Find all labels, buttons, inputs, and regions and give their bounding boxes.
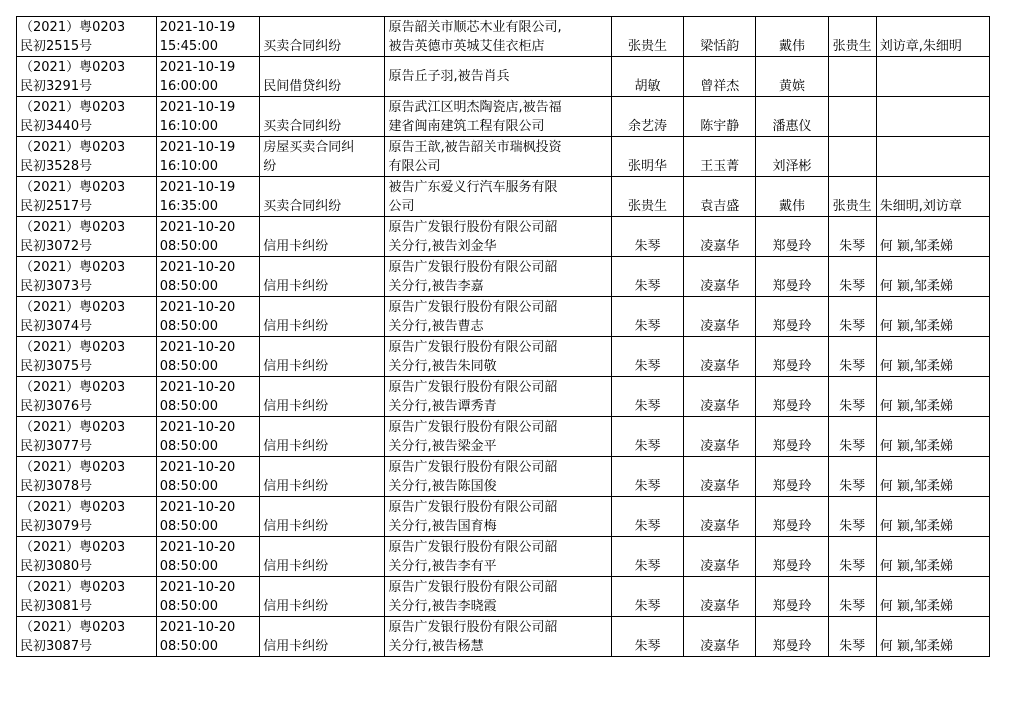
panel-member-cell: 刘泽彬 — [756, 137, 828, 177]
parties-cell: 原告广发银行股份有限公司韶 关分行,被告杨慧 — [385, 617, 611, 657]
table-row — [17, 377, 990, 417]
hearing-time-cell: 2021-10-19 16:10:00 — [156, 137, 260, 177]
case-cause-cell: 信用卡纠纷 — [260, 337, 385, 377]
hearing-time-cell: 2021-10-20 08:50:00 — [156, 377, 260, 417]
panel-member-cell: 郑曼玲 — [756, 217, 828, 257]
other-participants-cell: 何 颖,邹柔娣 — [876, 257, 989, 297]
parties-cell: 原告武江区明杰陶瓷店,被告福 建省闽南建筑工程有限公司 — [385, 97, 611, 137]
case-cause-cell: 信用卡纠纷 — [260, 537, 385, 577]
presiding-judge-cell: 朱琴 — [611, 577, 683, 617]
table-row — [17, 497, 990, 537]
panel-member-cell: 凌嘉华 — [684, 217, 756, 257]
panel-member-cell: 凌嘉华 — [684, 537, 756, 577]
other-participants-cell: 何 颖,邹柔娣 — [876, 497, 989, 537]
clerk-cell — [828, 57, 876, 97]
clerk-cell: 朱琴 — [828, 377, 876, 417]
panel-member-cell: 潘惠仪 — [756, 97, 828, 137]
panel-member-cell: 戴伟 — [756, 177, 828, 217]
parties-cell: 原告广发银行股份有限公司韶 关分行,被告刘金华 — [385, 217, 611, 257]
hearing-time-cell: 2021-10-20 08:50:00 — [156, 617, 260, 657]
table-row — [17, 177, 990, 217]
clerk-cell: 朱琴 — [828, 617, 876, 657]
case-cause-cell: 信用卡纠纷 — [260, 257, 385, 297]
clerk-cell: 朱琴 — [828, 337, 876, 377]
parties-cell: 原告广发银行股份有限公司韶 关分行,被告陈国俊 — [385, 457, 611, 497]
case-number-cell: （2021）粤0203 民初3072号 — [17, 217, 157, 257]
case-number-cell: （2021）粤0203 民初3075号 — [17, 337, 157, 377]
parties-cell: 原告广发银行股份有限公司韶 关分行,被告国育梅 — [385, 497, 611, 537]
panel-member-cell: 曾祥杰 — [684, 57, 756, 97]
presiding-judge-cell: 张明华 — [611, 137, 683, 177]
case-number-cell: （2021）粤0203 民初3528号 — [17, 137, 157, 177]
parties-cell: 原告王歆,被告韶关市瑞枫投资 有限公司 — [385, 137, 611, 177]
table-row — [17, 537, 990, 577]
panel-member-cell: 戴伟 — [756, 17, 828, 57]
table-row — [17, 137, 990, 177]
case-number-cell: （2021）粤0203 民初3073号 — [17, 257, 157, 297]
parties-cell: 原告广发银行股份有限公司韶 关分行,被告李晓霞 — [385, 577, 611, 617]
parties-cell: 原告丘子羽,被告肖兵 — [385, 57, 611, 97]
table-body — [17, 17, 990, 657]
presiding-judge-cell: 朱琴 — [611, 217, 683, 257]
panel-member-cell: 郑曼玲 — [756, 617, 828, 657]
panel-member-cell: 黄嫔 — [756, 57, 828, 97]
panel-member-cell: 凌嘉华 — [684, 617, 756, 657]
table-row — [17, 417, 990, 457]
hearing-time-cell: 2021-10-20 08:50:00 — [156, 297, 260, 337]
other-participants-cell: 何 颖,邹柔娣 — [876, 457, 989, 497]
case-cause-cell: 信用卡纠纷 — [260, 217, 385, 257]
case-number-cell: （2021）粤0203 民初3440号 — [17, 97, 157, 137]
hearing-time-cell: 2021-10-19 16:10:00 — [156, 97, 260, 137]
parties-cell: 原告广发银行股份有限公司韶 关分行,被告朱同敬 — [385, 337, 611, 377]
presiding-judge-cell: 张贵生 — [611, 17, 683, 57]
case-number-cell: （2021）粤0203 民初3076号 — [17, 377, 157, 417]
case-cause-cell: 民间借贷纠纷 — [260, 57, 385, 97]
hearing-time-cell: 2021-10-19 15:45:00 — [156, 17, 260, 57]
clerk-cell: 朱琴 — [828, 537, 876, 577]
case-number-cell: （2021）粤0203 民初3081号 — [17, 577, 157, 617]
table-row — [17, 337, 990, 377]
table-row — [17, 457, 990, 497]
table-row — [17, 97, 990, 137]
other-participants-cell: 何 颖,邹柔娣 — [876, 617, 989, 657]
presiding-judge-cell: 朱琴 — [611, 257, 683, 297]
case-number-cell: （2021）粤0203 民初3087号 — [17, 617, 157, 657]
parties-cell: 原告广发银行股份有限公司韶 关分行,被告梁金平 — [385, 417, 611, 457]
presiding-judge-cell: 朱琴 — [611, 377, 683, 417]
case-number-cell: （2021）粤0203 民初3077号 — [17, 417, 157, 457]
case-cause-cell: 房屋买卖合同纠 纷 — [260, 137, 385, 177]
case-cause-cell: 买卖合同纠纷 — [260, 177, 385, 217]
case-number-cell: （2021）粤0203 民初3074号 — [17, 297, 157, 337]
panel-member-cell: 郑曼玲 — [756, 297, 828, 337]
panel-member-cell: 郑曼玲 — [756, 337, 828, 377]
other-participants-cell — [876, 97, 989, 137]
case-cause-cell: 买卖合同纠纷 — [260, 97, 385, 137]
clerk-cell: 张贵生 — [828, 177, 876, 217]
hearing-time-cell: 2021-10-20 08:50:00 — [156, 497, 260, 537]
presiding-judge-cell: 朱琴 — [611, 297, 683, 337]
table-row — [17, 17, 990, 57]
clerk-cell: 朱琴 — [828, 417, 876, 457]
table-row — [17, 217, 990, 257]
case-cause-cell: 信用卡纠纷 — [260, 297, 385, 337]
other-participants-cell — [876, 137, 989, 177]
other-participants-cell: 刘访章,朱细明 — [876, 17, 989, 57]
panel-member-cell: 郑曼玲 — [756, 457, 828, 497]
panel-member-cell: 梁恬韵 — [684, 17, 756, 57]
clerk-cell — [828, 137, 876, 177]
clerk-cell: 朱琴 — [828, 457, 876, 497]
parties-cell: 原告广发银行股份有限公司韶 关分行,被告曹志 — [385, 297, 611, 337]
table-row — [17, 617, 990, 657]
parties-cell: 原告广发银行股份有限公司韶 关分行,被告李有平 — [385, 537, 611, 577]
parties-cell: 被告广东爱义行汽车服务有限 公司 — [385, 177, 611, 217]
hearing-time-cell: 2021-10-20 08:50:00 — [156, 217, 260, 257]
panel-member-cell: 凌嘉华 — [684, 297, 756, 337]
case-cause-cell: 信用卡纠纷 — [260, 577, 385, 617]
panel-member-cell: 凌嘉华 — [684, 497, 756, 537]
case-cause-cell: 信用卡纠纷 — [260, 457, 385, 497]
presiding-judge-cell: 张贵生 — [611, 177, 683, 217]
presiding-judge-cell: 朱琴 — [611, 417, 683, 457]
case-cause-cell: 信用卡纠纷 — [260, 617, 385, 657]
panel-member-cell: 凌嘉华 — [684, 457, 756, 497]
case-number-cell: （2021）粤0203 民初3078号 — [17, 457, 157, 497]
panel-member-cell: 凌嘉华 — [684, 577, 756, 617]
table-row — [17, 577, 990, 617]
clerk-cell — [828, 97, 876, 137]
presiding-judge-cell: 朱琴 — [611, 617, 683, 657]
other-participants-cell: 何 颖,邹柔娣 — [876, 217, 989, 257]
other-participants-cell: 何 颖,邹柔娣 — [876, 537, 989, 577]
case-cause-cell: 买卖合同纠纷 — [260, 17, 385, 57]
clerk-cell: 朱琴 — [828, 217, 876, 257]
panel-member-cell: 郑曼玲 — [756, 257, 828, 297]
case-cause-cell: 信用卡纠纷 — [260, 417, 385, 457]
case-number-cell: （2021）粤0203 民初3079号 — [17, 497, 157, 537]
panel-member-cell: 郑曼玲 — [756, 577, 828, 617]
presiding-judge-cell: 余艺涛 — [611, 97, 683, 137]
panel-member-cell: 凌嘉华 — [684, 377, 756, 417]
hearing-time-cell: 2021-10-20 08:50:00 — [156, 337, 260, 377]
panel-member-cell: 陈宇静 — [684, 97, 756, 137]
panel-member-cell: 凌嘉华 — [684, 257, 756, 297]
hearing-time-cell: 2021-10-20 08:50:00 — [156, 257, 260, 297]
panel-member-cell: 凌嘉华 — [684, 337, 756, 377]
other-participants-cell: 何 颖,邹柔娣 — [876, 297, 989, 337]
table-row — [17, 297, 990, 337]
panel-member-cell: 郑曼玲 — [756, 537, 828, 577]
panel-member-cell: 郑曼玲 — [756, 377, 828, 417]
presiding-judge-cell: 胡敏 — [611, 57, 683, 97]
hearing-time-cell: 2021-10-19 16:00:00 — [156, 57, 260, 97]
presiding-judge-cell: 朱琴 — [611, 457, 683, 497]
case-number-cell: （2021）粤0203 民初3291号 — [17, 57, 157, 97]
presiding-judge-cell: 朱琴 — [611, 337, 683, 377]
hearing-time-cell: 2021-10-20 08:50:00 — [156, 417, 260, 457]
parties-cell: 原告韶关市顺芯木业有限公司, 被告英德市英城艾佳衣柜店 — [385, 17, 611, 57]
hearing-time-cell: 2021-10-20 08:50:00 — [156, 577, 260, 617]
clerk-cell: 朱琴 — [828, 257, 876, 297]
hearing-time-cell: 2021-10-20 08:50:00 — [156, 457, 260, 497]
parties-cell: 原告广发银行股份有限公司韶 关分行,被告李嘉 — [385, 257, 611, 297]
presiding-judge-cell: 朱琴 — [611, 497, 683, 537]
table-row — [17, 257, 990, 297]
hearing-time-cell: 2021-10-19 16:35:00 — [156, 177, 260, 217]
panel-member-cell: 郑曼玲 — [756, 497, 828, 537]
panel-member-cell: 郑曼玲 — [756, 417, 828, 457]
panel-member-cell: 凌嘉华 — [684, 417, 756, 457]
other-participants-cell: 何 颖,邹柔娣 — [876, 417, 989, 457]
case-cause-cell: 信用卡纠纷 — [260, 497, 385, 537]
clerk-cell: 朱琴 — [828, 297, 876, 337]
case-number-cell: （2021）粤0203 民初3080号 — [17, 537, 157, 577]
panel-member-cell: 袁吉盛 — [684, 177, 756, 217]
hearing-time-cell: 2021-10-20 08:50:00 — [156, 537, 260, 577]
table-row — [17, 57, 990, 97]
case-number-cell: （2021）粤0203 民初2517号 — [17, 177, 157, 217]
other-participants-cell: 何 颖,邹柔娣 — [876, 337, 989, 377]
panel-member-cell: 王玉菁 — [684, 137, 756, 177]
presiding-judge-cell: 朱琴 — [611, 537, 683, 577]
clerk-cell: 朱琴 — [828, 577, 876, 617]
case-cause-cell: 信用卡纠纷 — [260, 377, 385, 417]
other-participants-cell: 朱细明,刘访章 — [876, 177, 989, 217]
clerk-cell: 张贵生 — [828, 17, 876, 57]
other-participants-cell — [876, 57, 989, 97]
hearing-schedule-table — [16, 16, 990, 657]
clerk-cell: 朱琴 — [828, 497, 876, 537]
case-number-cell: （2021）粤0203 民初2515号 — [17, 17, 157, 57]
other-participants-cell: 何 颖,邹柔娣 — [876, 577, 989, 617]
parties-cell: 原告广发银行股份有限公司韶 关分行,被告谭秀青 — [385, 377, 611, 417]
other-participants-cell: 何 颖,邹柔娣 — [876, 377, 989, 417]
